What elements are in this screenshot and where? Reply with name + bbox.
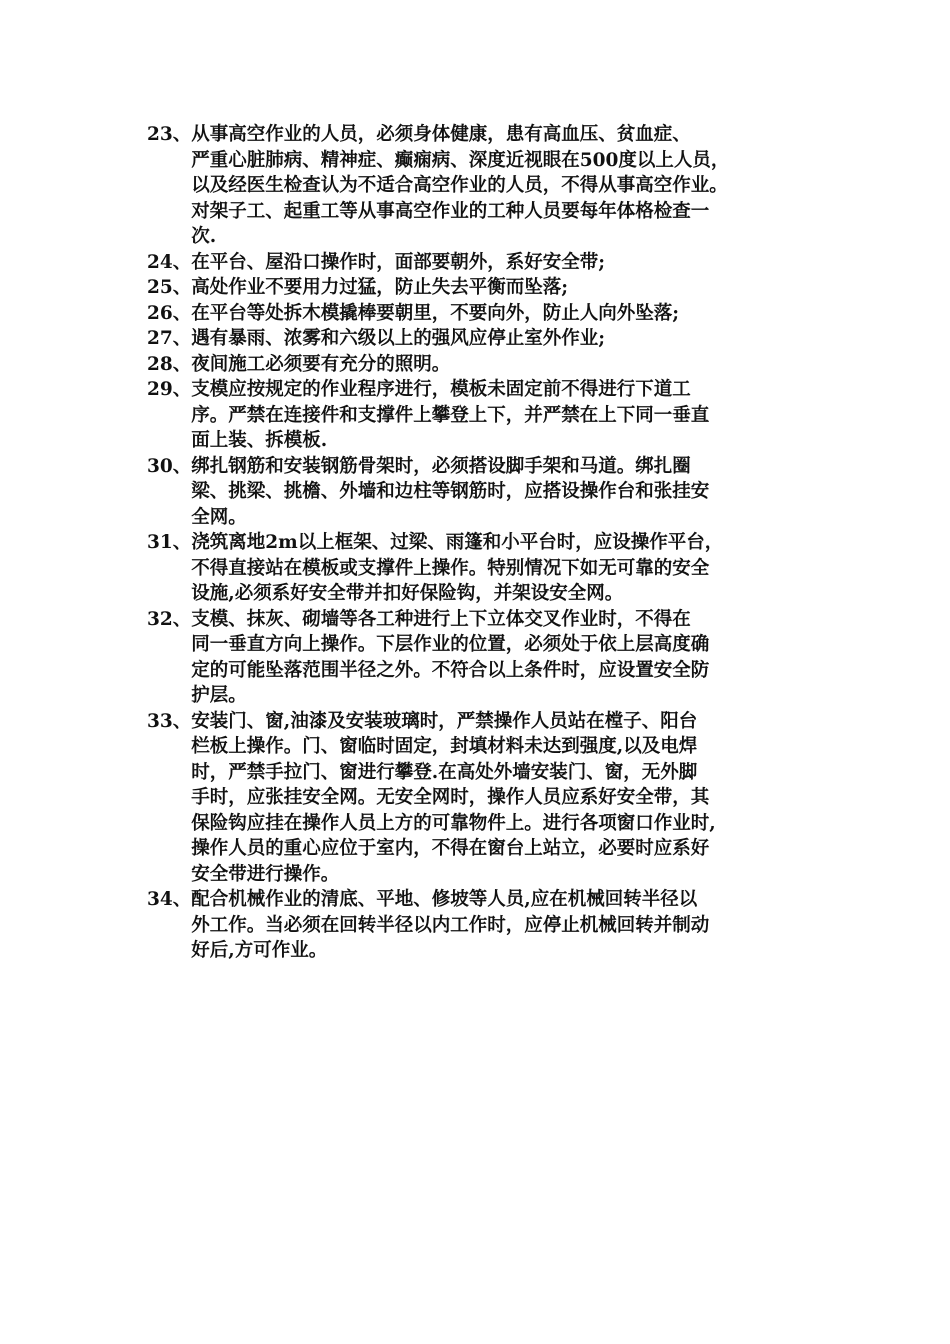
rule-number: 30、 — [147, 455, 192, 477]
rule-text-line: 好后,方可作业。 — [191, 940, 328, 961]
rule-number: 29、 — [147, 379, 192, 400]
rule-text — [191, 887, 827, 964]
rule-text-line: 在平台等处拆木模撬棒要朝里，不要向外，防止人向外坠落; — [191, 302, 680, 324]
rule-number: 23、 — [147, 124, 192, 145]
rule-text-line: 浇筑离地2m以上框架、过梁、雨篷和小平台时，应设操作平台， — [191, 532, 724, 553]
rule-item — [147, 607, 827, 709]
rule-text-line: 高处作业不要用力过猛，防止失去平衡而坠落; — [191, 277, 569, 298]
rule-text-line: 定的可能坠落范围半径之外。不符合以上条件时，应设置安全防 — [191, 659, 710, 681]
rule-text-line: 同一垂直方向上操作。下层作业的位置，必须处于依上层高度确 — [191, 634, 710, 655]
rule-text-line: 绑扎钢筋和安装钢筋骨架时，必须搭设脚手架和马道。绑扎圈 — [191, 455, 691, 477]
rule-item — [147, 122, 827, 250]
rule-item — [147, 275, 827, 301]
rule-text — [191, 275, 827, 301]
rule-text — [191, 709, 827, 888]
rule-number: 31、 — [147, 532, 192, 553]
rule-item — [147, 709, 827, 888]
rule-text-line: 设施,必须系好安全带并扣好保险钩，并架设安全网。 — [191, 583, 624, 604]
rule-text — [191, 454, 827, 531]
rule-item — [147, 326, 827, 352]
rule-text-line: 夜间施工必须要有充分的照明。 — [191, 353, 451, 375]
rule-item — [147, 250, 827, 276]
rule-text-line: 全网。 — [191, 506, 247, 528]
rule-text-line: 手时，应张挂安全网。无安全网时，操作人员应系好安全带，其 — [191, 787, 710, 808]
rule-text-line: 梁、挑梁、挑檐、外墙和边柱等钢筋时，应搭设操作台和张挂安 — [191, 481, 710, 502]
rule-item — [147, 301, 827, 327]
rule-text — [191, 250, 827, 276]
rule-item — [147, 377, 827, 454]
rule-text-line: 时，严禁手拉门、窗进行攀登.在高处外墙安装门、窗，无外脚 — [191, 761, 698, 783]
rule-text-line: 以及经医生检查认为不适合高空作业的人员，不得从事高空作业。 — [191, 175, 728, 196]
rule-text-line: 操作人员的重心应位于室内，不得在窗台上站立，必要时应系好 — [191, 838, 710, 859]
rule-text-line: 序。严禁在连接件和支撑件上攀登上下，并严禁在上下同一垂直 — [191, 404, 710, 426]
rule-text-line: 栏板上操作。门、窗临时固定，封填材料未达到强度,以及电焊 — [191, 736, 698, 757]
rule-number: 24、 — [147, 251, 192, 273]
rule-number: 33、 — [147, 710, 192, 732]
rule-text-line: 安全带进行操作。 — [191, 863, 340, 885]
rule-item — [147, 530, 827, 607]
rule-item — [147, 352, 827, 378]
rule-text — [191, 530, 827, 607]
rule-text — [191, 301, 827, 327]
rule-item — [147, 454, 827, 531]
rule-number: 26、 — [147, 302, 192, 324]
rule-text — [191, 352, 827, 378]
rule-text-line: 在平台、屋沿口操作时，面部要朝外，系好安全带; — [191, 251, 606, 273]
rule-text — [191, 326, 827, 352]
rule-text-line: 支模、抹灰、砌墙等各工种进行上下立体交叉作业时，不得在 — [191, 608, 691, 630]
rule-text-line: 面上装、拆模板. — [191, 430, 328, 451]
rule-text-line: 不得直接站在模板或支撑件上操作。特别情况下如无可靠的安全 — [191, 557, 710, 579]
rule-number: 34、 — [147, 889, 192, 910]
safety-rules-list — [147, 122, 827, 964]
rule-number: 28、 — [147, 353, 192, 375]
rule-text-line: 安装门、窗,油漆及安装玻璃时，严禁操作人员站在樘子、阳台 — [191, 710, 698, 732]
rule-text-line: 从事高空作业的人员，必须身体健康，患有高血压、贫血症、 — [191, 124, 691, 145]
rule-number: 25、 — [147, 277, 192, 298]
rule-text-line: 外工作。当必须在回转半径以内工作时，应停止机械回转并制动 — [191, 914, 710, 936]
rule-number: 32、 — [147, 608, 192, 630]
rule-number: 27、 — [147, 328, 192, 349]
rule-text — [191, 377, 827, 454]
rule-text — [191, 122, 827, 250]
rule-text-line: 对架子工、起重工等从事高空作业的工种人员要每年体格检查一 — [191, 200, 710, 222]
rule-text-line: 保险钩应挂在操作人员上方的可靠物件上。进行各项窗口作业时, — [191, 812, 716, 834]
rule-item — [147, 887, 827, 964]
rule-text-line: 支模应按规定的作业程序进行，模板未固定前不得进行下道工 — [191, 379, 691, 400]
rule-text-line: 配合机械作业的清底、平地、修坡等人员,应在机械回转半径以 — [191, 889, 698, 910]
rule-text-line: 护层。 — [191, 685, 247, 706]
rule-text-line: 遇有暴雨、浓雾和六级以上的强风应停止室外作业; — [191, 328, 606, 349]
rule-text-line: 次. — [191, 226, 217, 247]
rule-text-line: 严重心脏肺病、精神症、癫痫病、深度近视眼在500度以上人员， — [191, 149, 730, 171]
rule-text — [191, 607, 827, 709]
